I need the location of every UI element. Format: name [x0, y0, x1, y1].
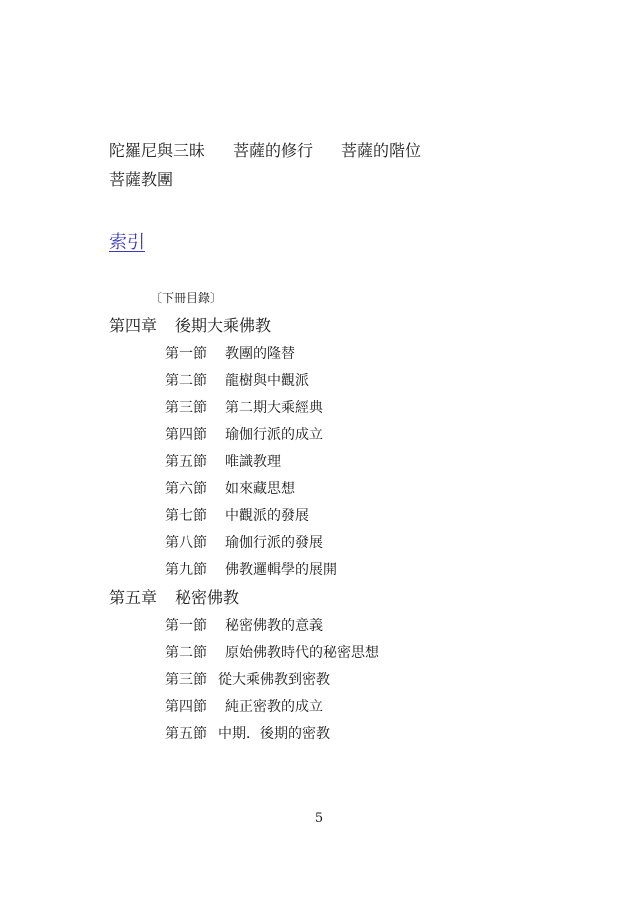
section-number: 第七節: [165, 508, 207, 524]
chapter-number: 第四章: [109, 316, 158, 335]
section-number: 第二節: [165, 373, 207, 389]
volume-heading: 〔下冊目錄〕: [150, 291, 223, 305]
section-number: 第一節: [165, 346, 207, 362]
section-number: 第一節: [165, 618, 207, 634]
section-entry: [165, 347, 295, 361]
chapter-title: 後期大乘佛教: [175, 316, 272, 335]
section-title: 第二期大乘經典: [225, 400, 323, 416]
section-number: 第四節: [165, 699, 207, 715]
chapter-number: 第五章: [109, 588, 158, 607]
section-title: 瑜伽行派的發展: [225, 535, 323, 551]
section-entry: [165, 673, 330, 687]
section-number: 第五節: [165, 454, 207, 470]
section-number: 第八節: [165, 535, 207, 551]
section-entry: [165, 455, 281, 469]
section-title: 龍樹與中觀派: [225, 373, 309, 389]
section-number: 第五節: [165, 726, 207, 742]
section-title: 瑜伽行派的成立: [225, 427, 323, 443]
section-title: 秘密佛教的意義: [225, 618, 323, 634]
section-entry: [165, 482, 295, 496]
section-number: 第三節: [165, 400, 207, 416]
page-number: 5: [314, 811, 324, 826]
chapter-heading: [109, 590, 239, 606]
section-title: 如來藏思想: [225, 481, 295, 497]
chapter-title: 秘密佛教: [175, 588, 240, 607]
section-entry: [165, 619, 323, 633]
section-entry: [165, 563, 337, 577]
section-number: 第六節: [165, 481, 207, 497]
section-title: 中觀派的發展: [225, 508, 309, 524]
index-link[interactable]: 索引: [109, 232, 145, 253]
toc-item: 陀羅尼與三昧: [109, 141, 206, 160]
section-title: 佛教邏輯學的展開: [225, 562, 337, 578]
toc-item: 菩薩教團: [109, 170, 174, 189]
section-entry: [165, 509, 309, 523]
section-entry: [165, 401, 323, 415]
section-number: 第二節: [165, 645, 207, 661]
section-number: 第四節: [165, 427, 207, 443]
section-title: 教團的隆替: [225, 346, 295, 362]
section-title: 純正密教的成立: [225, 699, 323, 715]
section-number: 第三節: [165, 672, 207, 688]
toc-line-upper-2: [109, 172, 173, 188]
section-title: 中期．後期的密教: [218, 726, 330, 742]
section-entry: [165, 428, 323, 442]
section-entry: [165, 727, 330, 741]
chapter-heading: [109, 318, 271, 334]
toc-item: 菩薩的修行: [233, 141, 314, 160]
section-number: 第九節: [165, 562, 207, 578]
section-entry: [165, 646, 379, 660]
toc-line-upper-1: [109, 143, 421, 159]
section-entry: [165, 536, 323, 550]
toc-item: 菩薩的階位: [341, 141, 422, 160]
section-title: 從大乘佛教到密教: [218, 672, 330, 688]
section-title: 唯識教理: [225, 454, 281, 470]
section-entry: [165, 700, 323, 714]
section-entry: [165, 374, 309, 388]
section-title: 原始佛教時代的秘密思想: [225, 645, 379, 661]
